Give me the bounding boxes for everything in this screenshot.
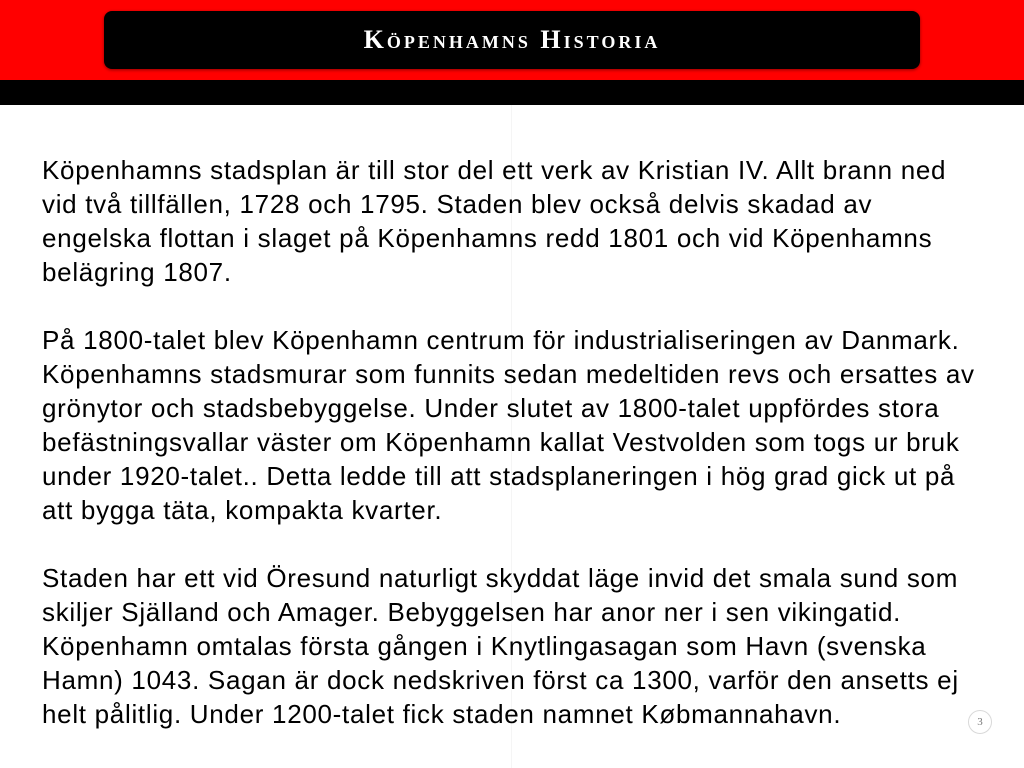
body-text-line: Köpenhamn omtalas första gången i Knytlingasagan som Havn (svenska [42, 631, 927, 661]
body-text-line: Hamn) 1043. Sagan är dock nedskriven först ca 1300, varför den ansetts ej [42, 665, 959, 695]
body-text-line: Köpenhamns stadsplan är till stor del ett verk av Kristian IV. Allt brann ned [42, 155, 947, 185]
body-text-line: helt pålitlig. Under 1200-talet fick staden namnet Købmannahavn. [42, 699, 842, 729]
body-text-line: Staden har ett vid Öresund naturligt skyddat läge invid det smala sund som [42, 563, 959, 593]
body-paragraph [42, 153, 1002, 289]
body-paragraph [42, 561, 1002, 731]
body-text-line: Köpenhamns stadsmurar som funnits sedan medeltiden revs och ersattes av [42, 359, 975, 389]
body-text-line: grönytor och stadsbebyggelse. Under slutet av 1800-talet uppfördes stora [42, 393, 940, 423]
body-text-line: befästningsvallar väster om Köpenhamn kallat Vestvolden som togs ur bruk [42, 427, 960, 457]
body-text-line: att bygga täta, kompakta kvarter. [42, 495, 443, 525]
slide-title: Köpenhamns Historia [363, 25, 661, 54]
header-black-band [0, 80, 1024, 105]
body-paragraph [42, 323, 1002, 527]
title-box[interactable] [104, 11, 920, 69]
body-text-line: engelska flottan i slaget på Köpenhamns redd 1801 och vid Köpenhamns [42, 223, 933, 253]
body-text-line: På 1800-talet blev Köpenhamn centrum för industrialiseringen av Danmark. [42, 325, 960, 355]
body-text-line: under 1920-talet.. Detta ledde till att stadsplaneringen i hög grad gick ut på [42, 461, 956, 491]
body-text-line: skiljer Själland och Amager. Bebyggelsen har anor ner i sen vikingatid. [42, 597, 902, 627]
slide-number: 3 [968, 710, 992, 734]
body-text-line: vid två tillfällen, 1728 och 1795. Staden blev också delvis skadad av [42, 189, 873, 219]
body-text-box[interactable] [42, 153, 1002, 731]
body-text-line: belägring 1807. [42, 257, 232, 287]
